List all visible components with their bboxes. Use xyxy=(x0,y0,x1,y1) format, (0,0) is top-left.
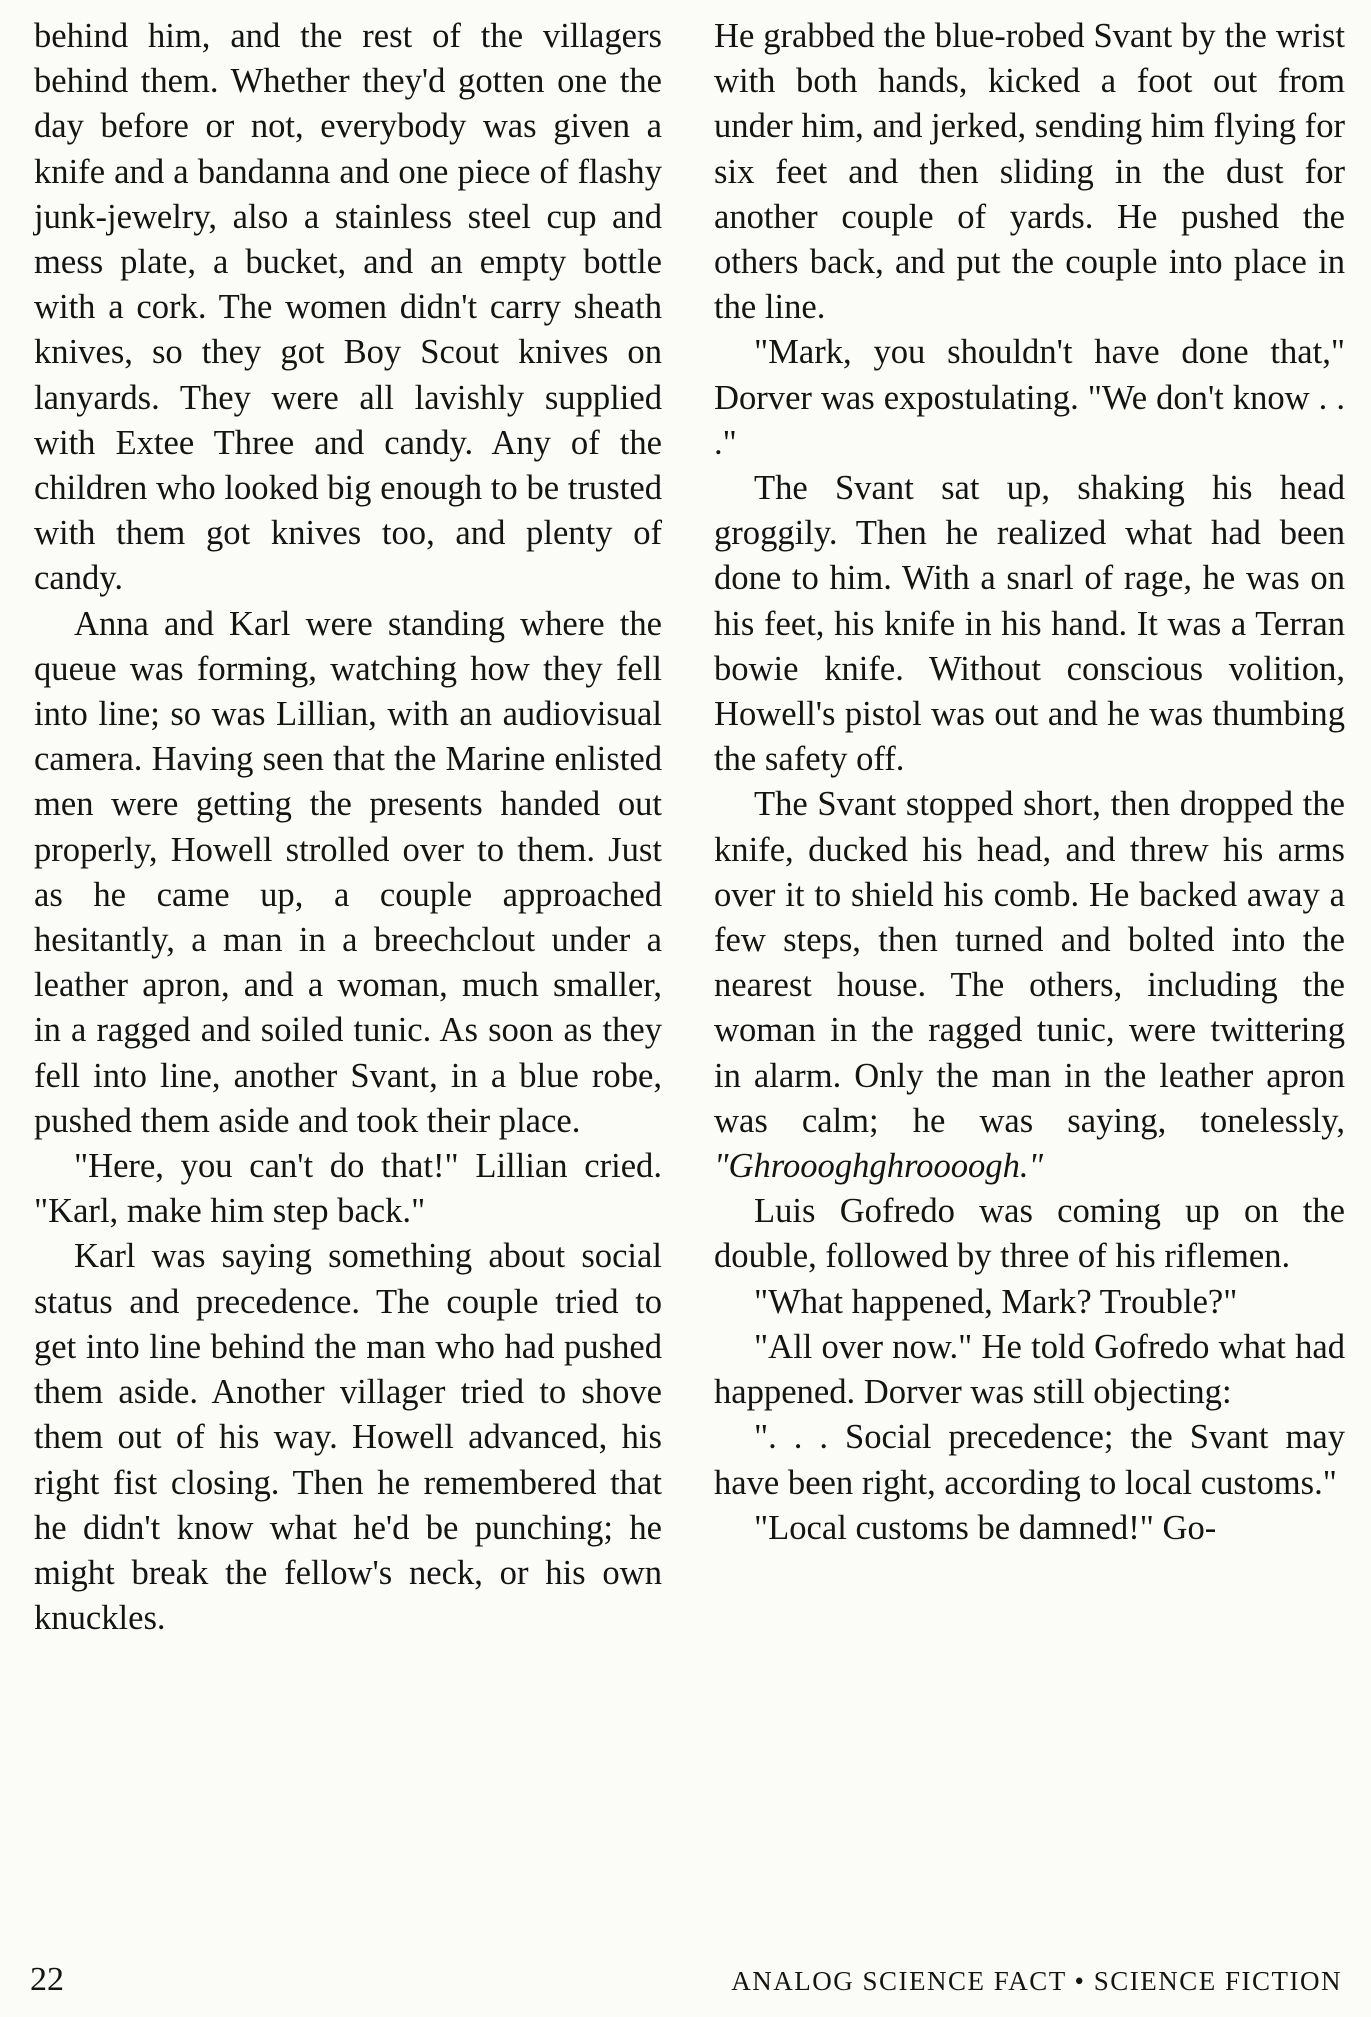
left-text-column xyxy=(34,14,662,1641)
paragraph: behind him, and the rest of the villagers behind them. Whether they'd gotten one the day before or not, everybody was given a knife and a bandanna and one piece of flashy junk-jewelry, also a stainless steel cup and mess plate, a bucket, and an empty bottle with a cork. The women didn't carry sheath knives, so they got Boy Scout knives on lanyards. They were all lavishly supplied with Extee Three and candy. Any of the children who looked big enough to be trusted with them got knives too, and plenty of candy. xyxy=(34,17,662,598)
paragraph-text: The Svant stopped short, then dropped the knife, ducked his head, and threw his arms over it to shield his comb. He backed away a few steps, then turned and bolted into the nearest house. The others, including the woman in the ragged tunic, were twittering in alarm. Only the man in the leather apron was calm; he was saying, tonelessly, xyxy=(714,785,1345,1140)
paragraph: He grabbed the blue-robed Svant by the wrist with both hands, kicked a foot out from under him, and jerked, sending him flying for six feet and then sliding in the dust for another couple of yards. He pushed the others back, and put the couple into place in the line. xyxy=(714,17,1345,327)
paragraph: ". . . Social precedence; the Svant may have been right, according to local customs." xyxy=(714,1418,1345,1502)
paragraph: "All over now." He told Gofredo what had happened. Dorver was still objecting: xyxy=(714,1327,1345,1412)
paragraph: Luis Gofredo was coming up on the double, followed by three of his riflemen. xyxy=(714,1192,1345,1276)
right-text-column xyxy=(714,14,1345,1551)
paragraph: "Local customs be damned!" Go- xyxy=(754,1508,1217,1547)
paragraph: "Mark, you shouldn't have done that," Dorver was expostulating. "We don't know . . ." xyxy=(714,333,1345,462)
paragraph: The Svant sat up, shaking his head groggily. Then he realized what had been done to him. With a snarl of rage, he was on his feet, his knife in his hand. It was a Terran bowie knife. Without conscious volition, Howell's pistol was out and he was thumbing the safety off. xyxy=(714,469,1345,779)
paragraph: "Here, you can't do that!" Lillian cried. "Karl, make him step back." xyxy=(34,1147,662,1231)
page-number: 22 xyxy=(30,1961,64,1998)
italic-utterance: "Ghroooghghroooogh." xyxy=(714,1147,1044,1186)
paragraph xyxy=(714,782,1345,1189)
paragraph: Anna and Karl were standing where the queue was forming, watching how they fell into line; so was Lillian, with an audiovisual camera. Having seen that the Marine enlisted men were getting the presents handed out properly, Howell strolled over to them. Just as he came up, a couple approached hesitantly, a man in a breechclout under a leather apron, and a woman, much smaller, in a ragged and soiled tunic. As soon as they fell into line, another Svant, in a blue robe, pushed them aside and took their place. xyxy=(34,604,662,1140)
paragraph: "What happened, Mark? Trouble?" xyxy=(754,1282,1238,1321)
paragraph: Karl was saying something about social status and precedence. The couple tried to get into line behind the man who had pushed them aside. Another villager tried to shove them out of his way. Howell advanced, his right fist closing. Then he remembered that he didn't know what he'd be punching; he might break the fellow's neck, or his own knuckles. xyxy=(34,1237,662,1638)
running-head: ANALOG SCIENCE FACT • SCIENCE FICTION xyxy=(731,1966,1342,1996)
